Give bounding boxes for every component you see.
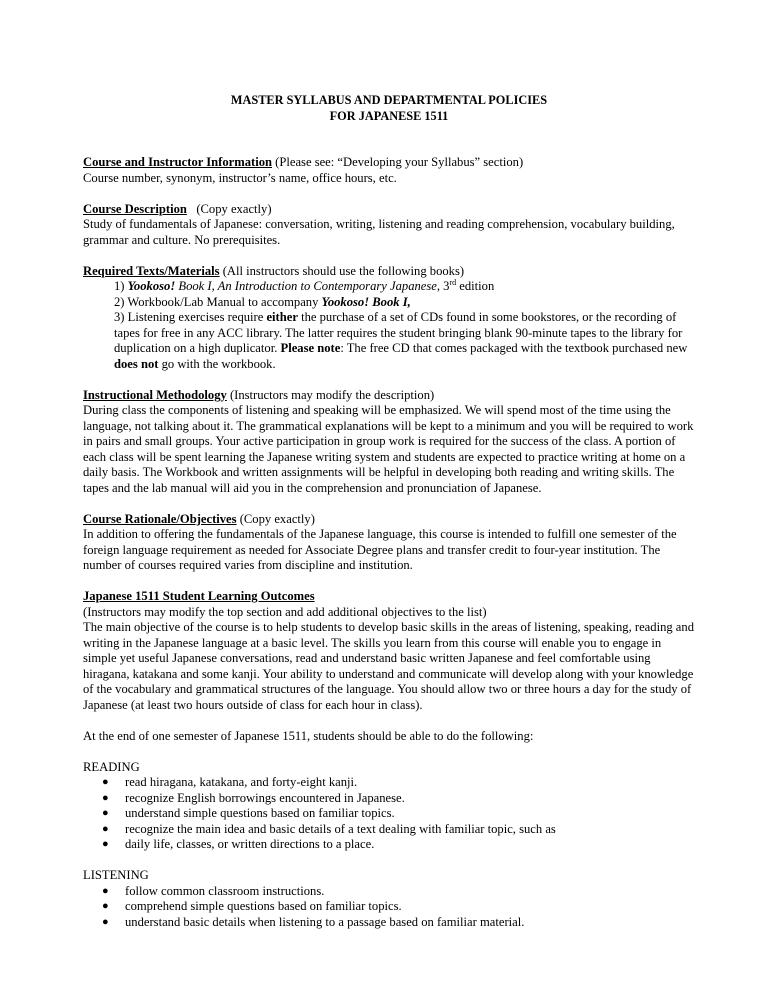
course-description-heading: Course Description xyxy=(83,201,187,216)
rationale-body: In addition to offering the fundamentals of the Japanese language, this course is intended to fulfill one semester of the foreign language requirement as needed for Associate Degree plans and transfer credit to four-year institution. The number of courses required varies from discipline and institution. xyxy=(83,527,677,572)
course-description-note: (Copy exactly) xyxy=(186,201,272,216)
required-texts-note: (All instructors should use the following books) xyxy=(219,263,465,278)
rationale-heading: Course Rationale/Objectives xyxy=(83,511,237,526)
course-info-note: (Please see: “Developing your Syllabus” section) xyxy=(272,155,524,169)
list-item-text: follow common classroom instructions. xyxy=(125,883,325,898)
item1-prefix: 1) xyxy=(114,279,128,293)
section-rationale xyxy=(83,512,695,574)
section-course-description xyxy=(83,202,695,249)
section-required-texts xyxy=(83,264,695,373)
item3-a: 3) Listening exercises require xyxy=(114,310,267,324)
bullet-icon: ● xyxy=(102,884,109,897)
bullet-icon: ● xyxy=(102,807,109,819)
item3-does-not: does not xyxy=(114,356,159,371)
list-item-text: recognize the main idea and basic details of a text dealing with familiar topic, such as xyxy=(125,821,556,836)
item1-title-rest: Book I, An Introduction to Contemporary Japanese xyxy=(175,279,437,293)
outcomes-heading: Japanese 1511 Student Learning Outcomes xyxy=(83,589,315,603)
bullet-icon: ● xyxy=(102,838,109,850)
methodology-body: During class the components of listening and speaking will be emphasized. We will spend most of the time using the language, not talking about it. The grammatical explanations will be kept to a minimum and you will be required to work in pairs and small groups. Your active participation in group work is required for the success of the class. A portion of each class will be spent learning the Japanese writing system and students are expected to practice writing at home on a daily basis. The Workbook and written assignments will be helpful in developing both reading and writing skills. The tapes and the lab manual will aid you in the comprehension and pronunciation of Japanese. xyxy=(83,403,694,495)
list-item-text: daily life, classes, or written directions to a place. xyxy=(125,837,375,851)
list-item-text: recognize English borrowings encountered in Japanese. xyxy=(125,790,405,805)
item1-sup: rd xyxy=(449,277,457,287)
course-description-body: Study of fundamentals of Japanese: conversation, writing, listening and reading comprehension, vocabulary building, grammar and culture. No prerequisites. xyxy=(83,217,675,247)
bullet-icon: ● xyxy=(102,776,109,788)
item2-bold: Yookoso! Book I, xyxy=(321,294,411,309)
item3-c: : The free CD that comes packaged with the textbook purchased new xyxy=(340,341,688,355)
title-line-2: FOR JAPANESE 1511 xyxy=(329,108,449,123)
section-reading xyxy=(83,760,695,853)
methodology-heading: Instructional Methodology xyxy=(83,387,227,402)
list-item-text: comprehend simple questions based on familiar topics. xyxy=(125,899,402,913)
required-text-item-3 xyxy=(114,310,695,372)
list-item-text: understand basic details when listening to a passage based on familiar material. xyxy=(125,914,525,929)
item3-d: go with the workbook. xyxy=(158,356,276,371)
item3-please-note: Please note xyxy=(280,341,341,355)
document-body xyxy=(83,93,695,930)
list-item xyxy=(83,806,695,822)
title-line-1: MASTER SYLLABUS AND DEPARTMENTAL POLICIES xyxy=(230,93,548,107)
list-item xyxy=(83,822,695,838)
bullet-icon: ● xyxy=(102,915,109,928)
bullet-icon: ● xyxy=(102,791,109,804)
bullet-icon: ● xyxy=(102,822,109,835)
outcomes-end-intro xyxy=(83,729,695,745)
outcomes-note: (Instructors may modify the top section and add additional objectives to the list) xyxy=(83,604,487,619)
item1-edition: , 3 xyxy=(436,279,450,293)
list-item xyxy=(83,884,695,900)
rationale-note: (Copy exactly) xyxy=(236,511,315,526)
course-info-body: Course number, synonym, instructor’s name, office hours, etc. xyxy=(83,170,397,185)
list-item-text: understand simple questions based on familiar topics. xyxy=(125,806,395,820)
list-item xyxy=(83,915,695,931)
reading-list xyxy=(83,775,695,853)
section-learning-outcomes xyxy=(83,589,695,713)
section-course-info xyxy=(83,155,695,186)
list-item-text: read hiragana, katakana, and forty-eight kanji. xyxy=(125,775,358,789)
list-item xyxy=(83,899,695,915)
reading-label: READING xyxy=(83,759,140,774)
bullet-icon: ● xyxy=(102,900,109,912)
item1-title-bold: Yookoso! xyxy=(127,279,176,293)
course-info-heading: Course and Instructor Information xyxy=(83,155,273,169)
list-item xyxy=(83,775,695,791)
methodology-note: (Instructors may modify the description) xyxy=(226,387,435,402)
listening-list xyxy=(83,884,695,931)
section-listening xyxy=(83,868,695,930)
required-texts-heading: Required Texts/Materials xyxy=(83,263,220,278)
section-methodology xyxy=(83,388,695,497)
required-text-item-2 xyxy=(114,295,695,311)
listening-label: LISTENING xyxy=(83,868,149,882)
item3-either: either xyxy=(266,310,298,324)
outcomes-body: The main objective of the course is to help students to develop basic skills in the areas of listening, speaking, reading and writing in the Japanese language at a basic level. The skills you learn from this course will enable you to engage in simple yet useful Japanese conversations, read and understand basic written Japanese and feel comfortable using hiragana, katakana and some kanji. Your ability to understand and communicate will develop along with your knowledge of the vocabulary and grammatical structures of the language. You should allow two or three hours a day for the study of Japanese (at least two hours outside of class for each hour in class). xyxy=(83,620,694,712)
list-item xyxy=(83,791,695,807)
required-text-item-1 xyxy=(114,279,695,295)
item3-b: the purchase of a set of CDs found in some bookstores, or the recording of tapes for free in any ACC library. The latter requires the student bringing blank 90-minute tapes to the library for duplication on a high duplicator. xyxy=(114,310,683,355)
item1-end: edition xyxy=(456,279,495,293)
list-item xyxy=(83,837,695,853)
item2-prefix: 2) Workbook/Lab Manual to accompany xyxy=(114,294,322,309)
end-of-semester-intro: At the end of one semester of Japanese 1511, students should be able to do the following: xyxy=(83,728,534,743)
document-title xyxy=(83,93,695,124)
